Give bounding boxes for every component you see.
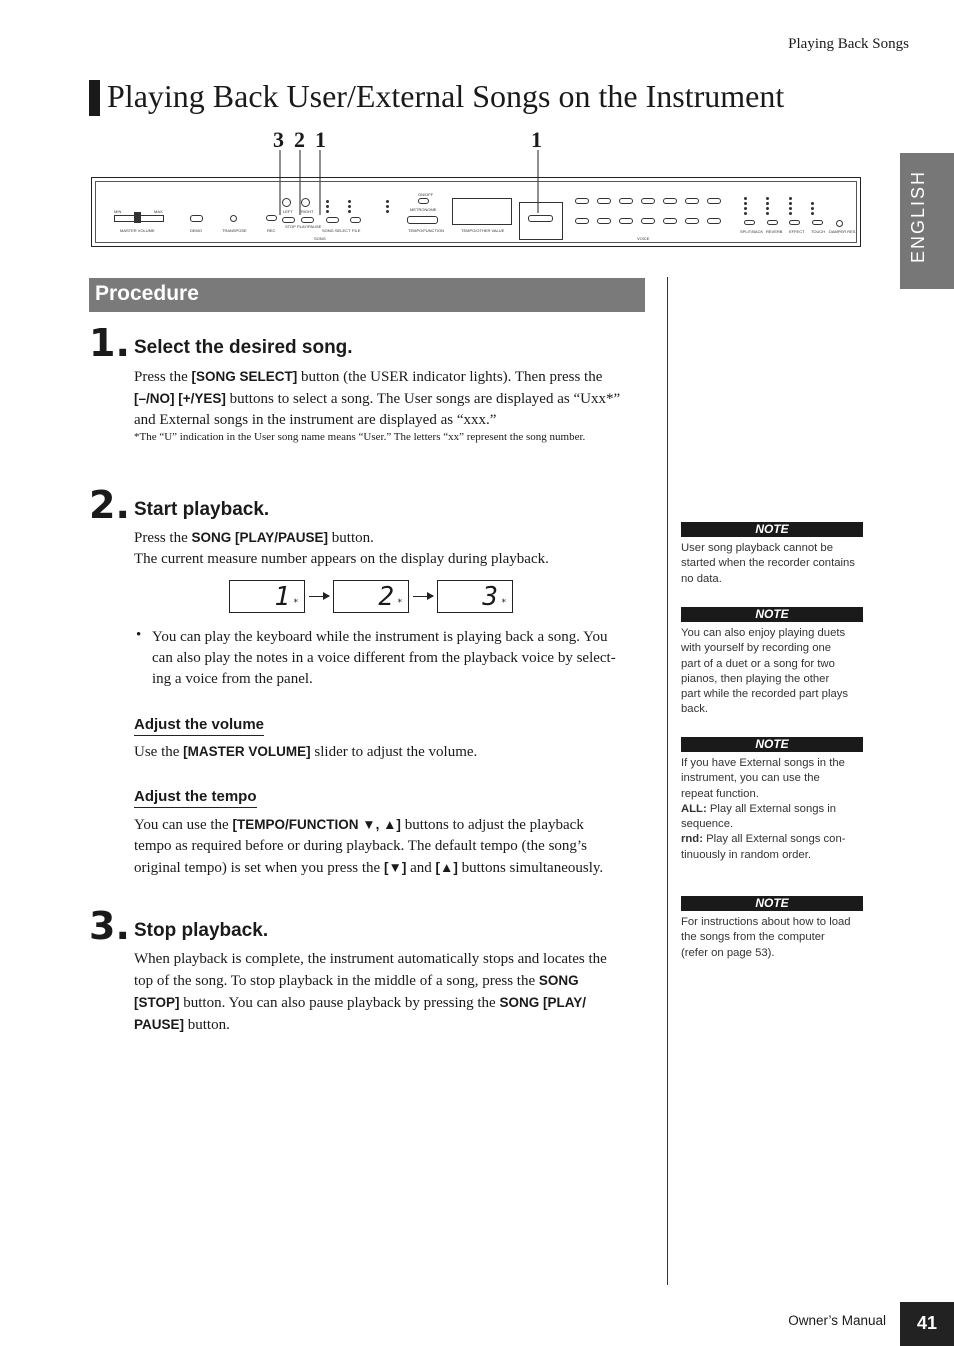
- label-split-back: SPLIT/BACK: [740, 229, 764, 234]
- label-file: FILE: [352, 228, 361, 233]
- note-2-text: You can also enjoy playing duets with yourself by recording one part of a duet or a song for two pianos, then playing the other part while the recorded part plays back.: [681, 627, 849, 716]
- procedure-title: Procedure: [95, 282, 199, 305]
- label-master-volume: MASTER VOLUME: [120, 228, 155, 233]
- label-metronome: METRONOME: [410, 207, 437, 212]
- page-number: 41: [900, 1302, 954, 1346]
- note-3-label: NOTE: [681, 737, 863, 752]
- step-3-heading: Stop playback.: [134, 920, 269, 941]
- adjust-tempo-body: You can use the [TEMPO/FUNCTION ▼, ▲] buttons to adjust the playback tempo as required before or during playback. The default tempo (the song’s original tempo) is set when you press the [▼] and [▲] buttons simultaneously.: [134, 817, 604, 876]
- step-3-body: When playback is complete, the instrument automatically stops and locates the top of the song. To stop playback in the middle of a song, press the SONG [STOP] button. You can also pause playback by pressing the SONG [PLAY/ PAUSE] button.: [134, 951, 607, 1033]
- note-1-text: User song playback cannot be started when the recorder contains no data.: [681, 542, 855, 585]
- right-button: [301, 198, 310, 207]
- instrument-panel-illustration: [91, 177, 861, 247]
- label-play-pause: PLAY/PAUSE: [297, 224, 322, 229]
- label-voice: VOICE: [637, 236, 650, 241]
- adjust-volume-heading: Adjust the volume: [134, 716, 264, 736]
- running-head: Playing Back Songs: [788, 36, 909, 52]
- note-2-label: NOTE: [681, 607, 863, 622]
- note-4-label: NOTE: [681, 896, 863, 911]
- bullet-text: You can play the keyboard while the instrument is playing back a song. You can also play the notes in a voice different from the playback voice by select- ing a voice from the panel.: [152, 629, 616, 687]
- left-button: [282, 198, 291, 207]
- label-tempo-other-value: TEMPO/OTHER VALUE: [461, 228, 505, 233]
- callout-3: 3: [273, 127, 284, 152]
- lcd-measure-3: 3 *: [437, 580, 513, 613]
- play-pause-button: [301, 217, 314, 223]
- label-tempo-function: TEMPO/FUNCTION: [408, 228, 444, 233]
- label-left: LEFT: [283, 209, 293, 214]
- label-reverb: REVERB: [766, 229, 783, 234]
- label-stop: STOP: [285, 224, 296, 229]
- note-3-text: If you have External songs in the instrument, you can use the repeat function. ALL: Play all External songs in sequence. rnd: Play all External songs con- tinuously in random order.: [681, 757, 846, 861]
- song-select-button: [326, 217, 339, 223]
- procedure-header: [89, 278, 645, 312]
- label-min: MIN: [114, 209, 122, 214]
- master-volume-knob: [134, 212, 141, 223]
- step-1-heading: Select the desired song.: [134, 337, 353, 358]
- callout-1-right: 1: [531, 127, 542, 152]
- language-tab-label: ENGLISH: [908, 169, 928, 263]
- label-transpose: TRANSPOSE: [222, 228, 247, 233]
- reverb-button: [767, 220, 778, 225]
- label-right: RIGHT: [301, 209, 314, 214]
- tempo-function-buttons: [407, 216, 438, 224]
- footer-manual-label: Owner’s Manual: [788, 1313, 886, 1328]
- language-tab: [900, 153, 954, 289]
- effect-button: [789, 220, 800, 225]
- rec-button: [266, 215, 277, 221]
- touch-button: [812, 220, 823, 225]
- step-1-number: 1.: [89, 321, 130, 365]
- adjust-volume-body: Use the [MASTER VOLUME] slider to adjust the volume.: [134, 744, 478, 760]
- label-song: SONG: [314, 236, 326, 241]
- label-touch: TOUCH: [811, 229, 826, 234]
- label-damper-res: DAMPER RES.: [829, 229, 857, 234]
- step-2-number: 2.: [89, 483, 130, 527]
- arrow-2: [413, 596, 433, 597]
- stop-button: [282, 217, 295, 223]
- label-on-off: ON/OFF: [418, 192, 434, 197]
- metronome-button: [418, 198, 429, 204]
- transpose-button: [230, 215, 237, 222]
- file-button: [350, 217, 361, 223]
- step-3-number: 3.: [89, 904, 130, 948]
- column-divider: [667, 277, 668, 1285]
- adjust-tempo-heading: Adjust the tempo: [134, 788, 257, 808]
- label-max: MAX: [154, 209, 163, 214]
- step-1-footnote: *The “U” indication in the User song name means “User.” The letters “xx” represent the song number.: [134, 431, 586, 443]
- callout-2: 2: [294, 127, 305, 152]
- step-1-body: Press the [SONG SELECT] button (the USER indicator lights). Then press the [–/NO] [+/YES] buttons to select a song. The User songs are displayed as “Uxx*” and External songs in the instrument are displayed as “xxx.”: [134, 369, 621, 428]
- note-1-label: NOTE: [681, 522, 863, 537]
- callout-1-left: 1: [315, 127, 326, 152]
- bullet-mark: •: [136, 627, 142, 643]
- step-2-heading: Start playback.: [134, 499, 270, 520]
- note-4-text: For instructions about how to load the songs from the computer (refer on page 53).: [681, 916, 851, 959]
- label-rec: REC: [267, 228, 276, 233]
- arrow-1: [309, 596, 329, 597]
- lcd-display: [452, 198, 512, 225]
- minus-plus-button-box: [519, 202, 563, 240]
- page-title: Playing Back User/External Songs on the Instrument: [107, 78, 785, 114]
- step-2-body: Press the SONG [PLAY/PAUSE] button. The current measure number appears on the display during playback.: [134, 530, 549, 567]
- demo-button: [190, 215, 203, 222]
- lcd-measure-2: 2 *: [333, 580, 409, 613]
- label-demo: DEMO: [190, 228, 202, 233]
- label-effect: EFFECT: [789, 229, 805, 234]
- lcd-measure-1: 1 *: [229, 580, 305, 613]
- split-back-button: [744, 220, 755, 225]
- label-song-select: SONG SELECT: [322, 228, 351, 233]
- damper-res-button: [836, 220, 843, 227]
